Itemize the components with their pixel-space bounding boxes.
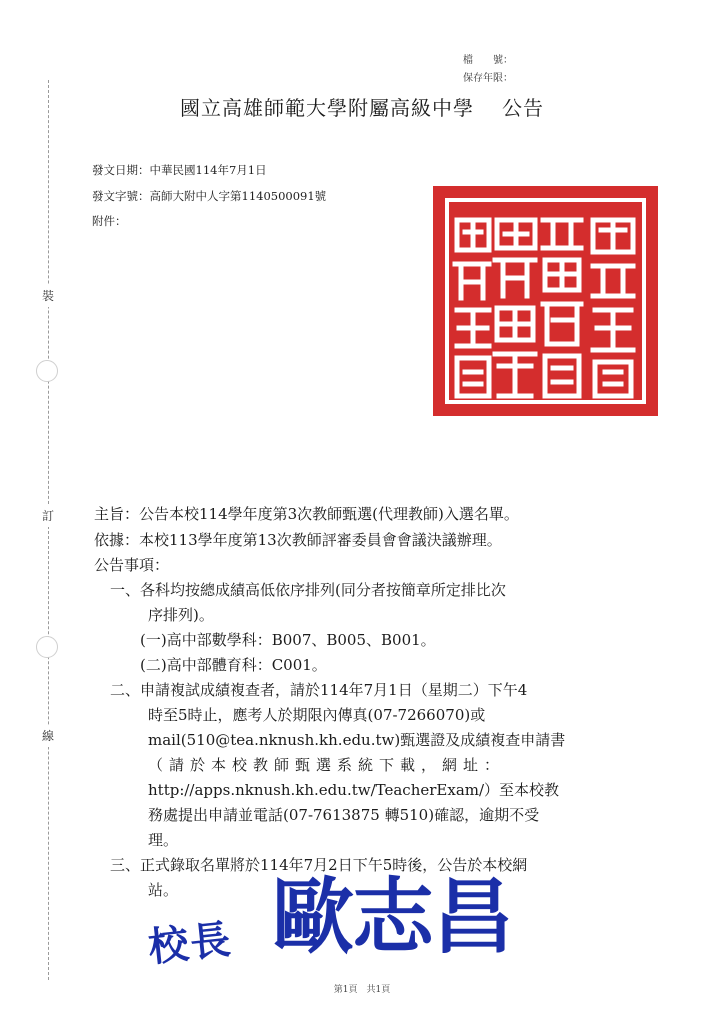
official-seal xyxy=(433,186,658,416)
signature-title: 校長 xyxy=(146,916,235,972)
attachment-label: 附件： xyxy=(92,214,127,228)
title-org: 國立高雄師範大學附屬高級中學 xyxy=(180,96,474,120)
punch-hole-bottom xyxy=(36,636,58,658)
title-type: 公告 xyxy=(502,96,544,120)
item-1-line-1: 一、各科均按總成績高低依序排列(同分者按簡章所定排比次 xyxy=(110,581,506,599)
item-3-line-2: 站。 xyxy=(148,881,179,899)
item-2-line-1: 二、申請複試成績複查者，請於114年7月1日（星期二）下午4 xyxy=(110,681,528,699)
subject-line: 主旨：公告本校114學年度第3次教師甄選(代理教師)入選名單。 xyxy=(94,505,519,523)
page-number: 第1頁 共1頁 xyxy=(333,985,391,995)
item-2-line-6: 務處提出申請並電話(07-7613875 轉510)確認，逾期不受 xyxy=(148,806,540,824)
item-3-line-1: 三、正式錄取名單將於114年7月2日下午5時後，公告於本校網 xyxy=(110,856,528,874)
item-2-line-2: 時至5時止，應考人於期限內傳真(07-7266070)或 xyxy=(148,706,486,724)
item-1-sub-2: (二)高中部體育科：C001。 xyxy=(140,656,327,674)
item-2-line-3: mail(510@tea.nknush.kh.edu.tw)甄選證及成績複查申請書 xyxy=(148,731,566,749)
item-1-sub-1: (一)高中部數學科：B007、B005、B001。 xyxy=(140,631,436,649)
binding-line xyxy=(48,80,49,980)
seal-glyphs xyxy=(433,186,658,416)
signature-name: 歐志昌 xyxy=(272,870,513,965)
document-title xyxy=(0,92,724,121)
binding-mark-xian: 線 xyxy=(39,725,57,747)
items-heading: 公告事項： xyxy=(94,556,170,574)
binding-mark-ding: 訂 xyxy=(39,505,57,527)
item-2-line-4: （請於本校教師甄選系統下載，網址： xyxy=(148,756,506,774)
punch-hole-top xyxy=(36,360,58,382)
item-2-line-5: http://apps.nknush.kh.edu.tw/TeacherExam/）至本校教 xyxy=(148,781,560,799)
item-1-line-2: 序排列)。 xyxy=(148,606,214,624)
retention-label: 保存年限： xyxy=(463,73,513,84)
basis-line: 依據：本校113學年度第13次教師評審委員會會議決議辦理。 xyxy=(94,531,502,549)
issue-date: 發文日期：中華民國114年7月1日 xyxy=(92,163,267,177)
item-2-line-7: 理。 xyxy=(148,831,179,849)
binding-mark-zhuang: 裝 xyxy=(39,285,57,307)
document-number: 發文字號：高師大附中人字第1140500091號 xyxy=(92,189,327,203)
file-number-label: 檔 號： xyxy=(463,55,513,66)
